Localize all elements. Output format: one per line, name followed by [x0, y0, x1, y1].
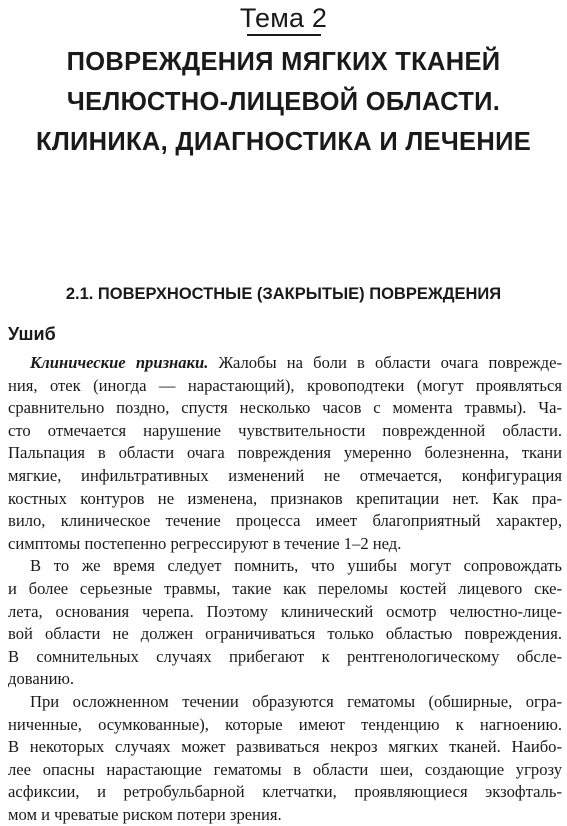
chapter-title-line: ЧЕЛЮСТНО-ЛИЦЕВОЙ ОБЛАСТИ.	[66, 88, 501, 116]
text-line: и более серьезные травмы, такие как переломы костей лицевого ске-	[8, 578, 562, 598]
text-line: вило, клиническое течение процесса имеет благоприятный характер,	[8, 511, 562, 531]
text-line: симптомы постепенно регрессируют в течение 1–2 нед.	[8, 533, 402, 553]
chapter-title-line: ПОВРЕЖДЕНИЯ МЯГКИХ ТКАНЕЙ	[66, 48, 501, 76]
text-line: дованию.	[8, 669, 75, 689]
text-line: асфиксии, и ретробульбарной клетчатки, проявляющиеся экзофталь-	[8, 782, 562, 802]
text-line: мом и чреватые риском потери зрения.	[8, 804, 282, 824]
text-line: Пальпация в области очага повреждения умеренно болезненна, ткани	[8, 443, 562, 463]
text-line: сто отмечается нарушение чувствительности поврежденной области.	[8, 420, 562, 440]
topic-underline	[247, 34, 321, 36]
text-line: костных контуров не изменена, признаков крепитации нет. Как пра-	[8, 488, 562, 508]
paragraph-complications-warning	[8, 555, 562, 691]
text-line: лета, основания черепа. Поэтому клинический осмотр челюстно-лице-	[8, 601, 562, 621]
text-line	[8, 352, 562, 375]
section-title: 2.1. ПОВЕРХНОСТНЫЕ (ЗАКРЫТЫЕ) ПОВРЕЖДЕНИЯ	[65, 285, 502, 303]
text-line: лее опасны нарастающие гематомы в области шеи, создающие угрозу	[8, 759, 562, 779]
chapter-title	[0, 42, 567, 162]
text-line-rest: Жалобы на боли в области очага поврежде-	[208, 353, 562, 372]
text-line: сравнительно поздно, спустя несколько часов с момента травмы). Ча-	[8, 398, 562, 418]
body-text	[8, 352, 562, 826]
chapter-title-line: КЛИНИКА, ДИАГНОСТИКА И ЛЕЧЕНИЕ	[35, 128, 532, 156]
subsection-title: Ушиб	[8, 324, 56, 344]
paragraph-clinical-signs	[8, 352, 562, 555]
text-line: В то же время следует помнить, что ушибы могут сопровождать	[30, 556, 562, 576]
paragraph-hematomas	[8, 691, 562, 826]
text-line: В сомнительных случаях прибегают к рентгенологическому обсле-	[8, 646, 562, 666]
text-line: При осложненном течении образуются гематомы (обширные, огра-	[30, 691, 562, 711]
paragraph-lead-in: Клинические признаки.	[30, 353, 209, 372]
topic-label: Тема 2	[239, 3, 328, 33]
text-line: ния, отек (иногда — нарастающий), кровоподтеки (могут проявляться	[8, 375, 562, 395]
text-line: вой области не должен ограничиваться только областью повреждения.	[8, 624, 562, 644]
text-line: В некоторых случаях может развиваться некроз мягких тканей. Наибо-	[8, 737, 562, 757]
text-line: ниченные, осумкованные), которые имеют тенденцию к нагноению.	[8, 714, 562, 734]
text-line: мягкие, инфильтративных изменений не отмечается, конфигурация	[8, 465, 562, 485]
